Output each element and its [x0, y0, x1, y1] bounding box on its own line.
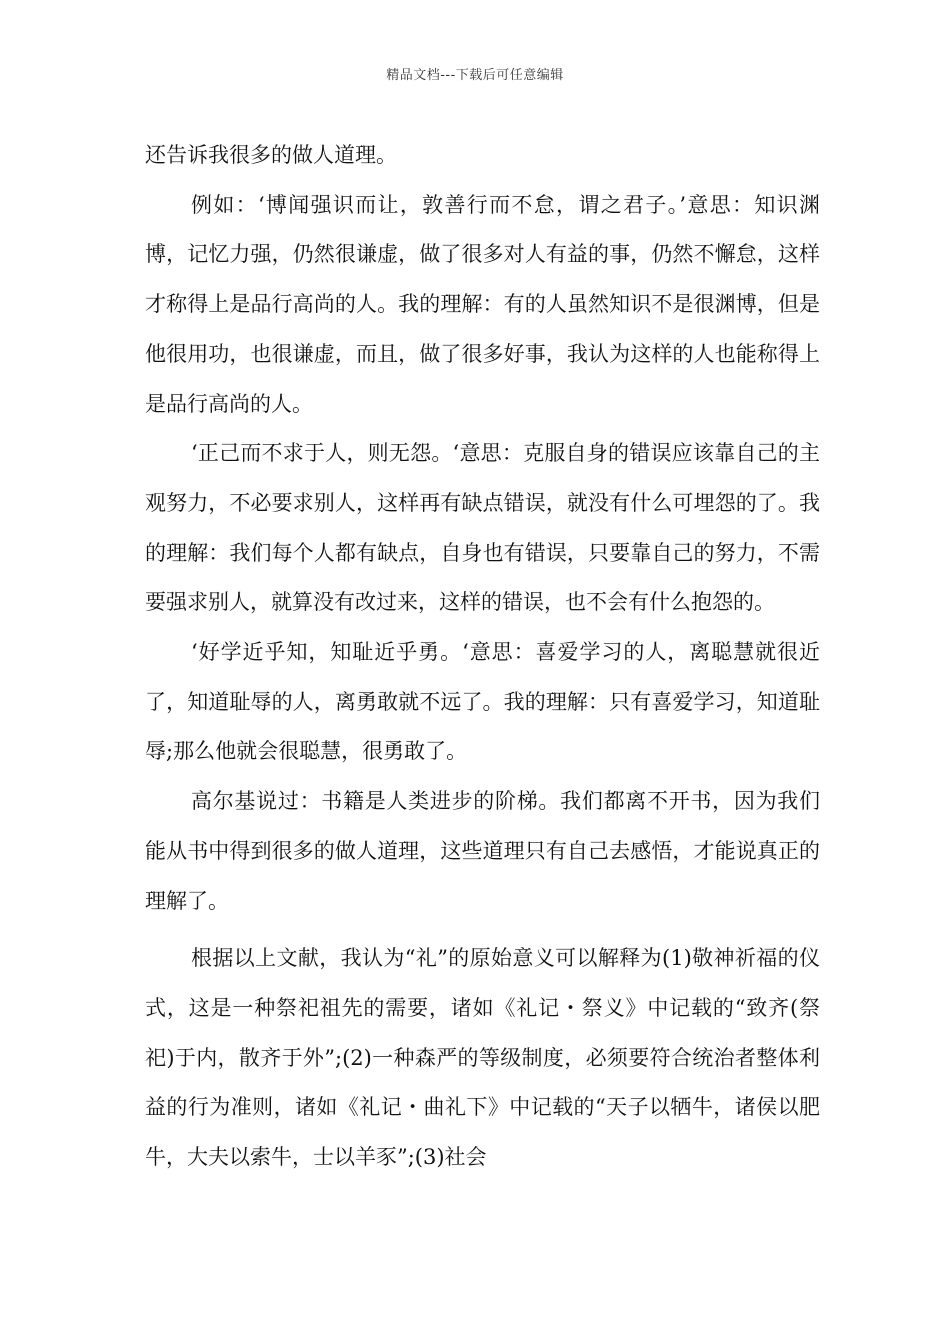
paragraph-haoxue-quote: ‘好学近乎知，知耻近乎勇。‘意思：喜爱学习的人，离聪慧就很近了，知道耻辱的人，离勇敢就不远了。我的理解：只有喜爱学习，知道耻辱;那么他就会很聪慧，很勇敢了。	[145, 640, 820, 764]
document-body	[145, 131, 820, 1183]
page-header: 精品文档---下载后可任意编辑	[386, 68, 564, 83]
paragraph-junzi-quote: 例如：‘博闻强识而让，敦善行而不怠，谓之君子。’意思：知识渊博，记忆力强，仍然很谦虚，做了很多对人有益的事，仍然不懈怠，这样才称得上是品行高尚的人。我的理解：有的人虽然知识不是很渊博，但是他很用功，也很谦虚，而且，做了很多好事，我认为这样的人也能称得上是品行高尚的人。	[145, 192, 820, 416]
paragraph-gorky-quote: 高尔基说过：书籍是人类进步的阶梯。我们都离不开书，因为我们能从书中得到很多的做人道理，这些道理只有自己去感悟，才能说真正的理解了。	[145, 789, 820, 913]
paragraph-continuation: 还告诉我很多的做人道理。	[145, 143, 397, 167]
paragraph-zhengji-quote: ‘正己而不求于人，则无怨。‘意思：克服自身的错误应该靠自己的主观努力，不必要求别人，这样再有缺点错误，就没有什么可埋怨的了。我的理解：我们每个人都有缺点，自身也有错误，只要靠自己的努力，不需要强求别人，就算没有改过来，这样的错误，也不会有什么抱怨的。	[145, 441, 820, 615]
paragraph-li-meaning: 根据以上文献，我认为“礼”的原始意义可以解释为(1)敬神祈福的仪式，这是一种祭祀祖先的需要，诸如《礼记・祭义》中记载的“致齐(祭祀)于内，散齐于外”;(2)一种森严的等级制度，必须要符合统治者整体利益的行为准则，诸如《礼记・曲礼下》中记载的“天子以牺牛，诸侯以肥牛，大夫以索牛，士以羊豕”;(3)社会	[145, 946, 820, 1170]
